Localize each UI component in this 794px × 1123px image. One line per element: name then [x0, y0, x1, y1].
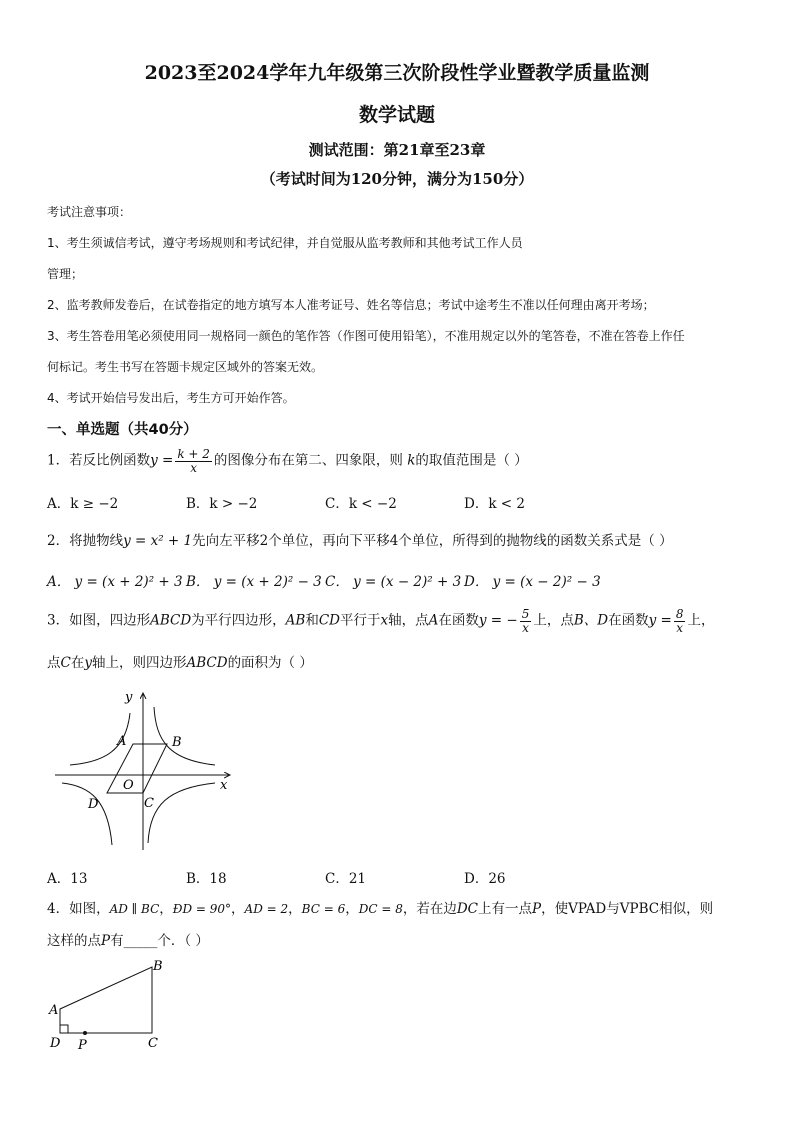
- q2-option-a: A． y = (x + 2)² + 3: [47, 574, 183, 590]
- q4-answer-blank[interactable]: _____: [123, 933, 158, 949]
- q4-cond-ad: AD = 2: [244, 902, 289, 916]
- q4-figure: [44, 955, 174, 1055]
- q4-text-c: 上有一点: [477, 901, 532, 917]
- q4-label-d: D: [50, 1036, 61, 1051]
- q3-option-a: A．13: [47, 871, 88, 887]
- q3-f2-num: 8: [675, 607, 684, 621]
- q3-text-e: 轴，点: [388, 612, 429, 629]
- q4-label-c: C: [148, 1036, 158, 1051]
- q1-option-b: B．k > −2: [186, 496, 258, 512]
- q4-cond-bc: BC = 6: [301, 902, 346, 916]
- q3-f1-lhs: y = −: [478, 612, 518, 629]
- note-3-line2: 何标记。考生书写在答题卡规定区域外的答案无效。: [47, 360, 324, 374]
- q3-cd: CD: [318, 612, 340, 629]
- q1-var: k: [407, 452, 416, 469]
- q1-frac-den: x: [190, 460, 198, 475]
- q3-option-c: C．21: [325, 871, 367, 887]
- notes-heading: 考试注意事项：: [47, 205, 132, 219]
- exam-time-note: （考试时间为120分钟，满分为150分）: [260, 170, 534, 188]
- q3-label-b: B: [172, 735, 182, 750]
- q4-p-2: P: [101, 933, 111, 949]
- q3-text-c: 和: [305, 612, 319, 629]
- q4-label-p: P: [78, 1038, 87, 1053]
- q4-label-a: A: [49, 1003, 59, 1018]
- q3-text-b: 为平行四边形，: [191, 612, 286, 629]
- q4-label-b: B: [153, 959, 163, 974]
- q3-curve-q3: [62, 783, 112, 845]
- q3-c: C: [60, 655, 71, 671]
- q3-text-g: 上，点: [533, 612, 574, 629]
- q4-cond-angle: ÐD = 90°: [172, 902, 232, 916]
- q4-cond-dc: DC = 8: [358, 902, 403, 916]
- exam-title: 2023至2024学年九年级第三次阶段性学业暨教学质量监测: [144, 62, 650, 84]
- question-4-line2: [47, 929, 209, 949]
- q1-option-a: A．k ≥ −2: [47, 496, 119, 512]
- note-3-line1: 3、考生答卷用笔必须使用同一规格同一颜色的笔作答（作图可使用铅笔），不准用规定以外的笔答卷，不准在答卷上作任: [47, 329, 685, 343]
- q3-f1-num: 5: [521, 607, 530, 621]
- q3-text-f: 在函数: [438, 612, 479, 629]
- q3-option-d: D．26: [464, 871, 506, 887]
- q4-sep-3: ，: [288, 901, 302, 917]
- q4-text-f: 有: [110, 933, 124, 949]
- note-2: 2、监考教师发卷后，在试卷指定的地方填写本人准考证号、姓名等信息；考试中途考生不准以任何理由离开考场；: [47, 298, 655, 312]
- q3-ab: AB: [285, 612, 306, 629]
- q1-suffix2: 的取值范围是（ ）: [415, 452, 528, 469]
- question-1: [47, 448, 528, 474]
- q3-bd: B、D: [573, 612, 609, 629]
- q4-text-b: ，若在边: [402, 901, 457, 917]
- q3-text-l: 轴上，则四边形: [91, 655, 187, 671]
- q3-text-d: 平行于: [340, 612, 381, 629]
- q4-p: P: [531, 901, 542, 917]
- question-2: [47, 529, 673, 549]
- exam-scope: 测试范围：第21章至23章: [308, 141, 486, 159]
- note-1-line2: 管理；: [47, 267, 84, 281]
- q3-label-y: y: [125, 690, 133, 705]
- q3-y: y: [84, 655, 92, 671]
- q4-text-g: 个．（ ）: [157, 933, 209, 949]
- q4-text-d: ，使VPAD与VPBC相似，则: [541, 901, 714, 917]
- q3-f1-fraction: [520, 608, 532, 634]
- q4-sep-1: ，: [159, 901, 173, 917]
- q3-abcd-2: ABCD: [186, 655, 228, 671]
- q3-text-m: 的面积为（ ）: [227, 655, 313, 671]
- q3-text-j: 点: [47, 655, 61, 671]
- section-title: 一、单选题（共40分）: [47, 422, 198, 438]
- q3-abcd: ABCD: [150, 612, 192, 629]
- q4-point-p: [83, 1031, 87, 1035]
- q2-suffix: 先向左平移2个单位，再向下平移4个单位，所得到的抛物线的函数关系式是（ ）: [192, 533, 673, 549]
- q3-label-d: D: [88, 797, 99, 812]
- question-4-line1: [47, 897, 713, 917]
- q4-right-angle-mark: [60, 1025, 68, 1033]
- q1-prefix: 1．若反比例函数: [47, 452, 151, 469]
- note-1-line1: 1、考生须诚信考试，遵守考场规则和考试纪律，并自觉服从监考教师和其他考试工作人员: [47, 236, 523, 250]
- q3-parallelogram: [107, 744, 167, 793]
- q3-text-h: 在函数: [608, 612, 649, 629]
- q4-sep-4: ，: [345, 901, 359, 917]
- q3-f2-den: x: [676, 620, 684, 635]
- q3-label-o: O: [123, 778, 134, 793]
- q1-suffix: 的图像分布在第二、四象限，则: [213, 452, 403, 469]
- q2-option-b: B． y = (x + 2)² − 3: [186, 574, 322, 590]
- q3-a: A: [428, 612, 439, 629]
- q3-label-a: A: [117, 734, 127, 749]
- q3-label-c: C: [144, 796, 154, 811]
- q2-expr: y = x² + 1: [123, 533, 193, 549]
- q3-f1-den: x: [522, 620, 529, 635]
- q2-option-d: D． y = (x − 2)² − 3: [464, 574, 601, 590]
- q1-frac-num: k + 2: [177, 447, 210, 461]
- q3-text-a: 3．如图，四边形: [47, 612, 151, 629]
- q3-option-b: B．18: [186, 871, 227, 887]
- q3-curve-q4: [148, 783, 215, 843]
- exam-subject: 数学试题: [358, 104, 435, 126]
- q1-option-d: D．k < 2: [464, 496, 525, 512]
- q3-text-k: 在: [70, 655, 85, 671]
- q3-f2-lhs: y =: [648, 612, 672, 629]
- q3-x: x: [380, 612, 389, 629]
- q3-figure: [50, 685, 240, 855]
- q2-prefix: 2．将抛物线: [47, 533, 124, 549]
- q4-sep-2: ，: [231, 901, 245, 917]
- q1-y-eq: y =: [150, 452, 174, 469]
- q3-text-i: 上，: [687, 612, 715, 629]
- q3-label-x: x: [220, 778, 228, 793]
- q4-text-e: 这样的点: [47, 933, 101, 949]
- q1-fraction: [175, 448, 212, 474]
- question-3-line2: [47, 651, 313, 671]
- q4-text-a: 4．如图，: [47, 901, 110, 917]
- q4-cond-parallel: AD ∥ BC: [109, 902, 160, 916]
- q3-curve-q1: [154, 707, 215, 765]
- q3-f2-fraction: [674, 608, 686, 634]
- note-4: 4、考试开始信号发出后，考生方可开始作答。: [47, 391, 295, 405]
- q1-option-c: C．k < −2: [325, 496, 397, 512]
- q4-dc: DC: [456, 901, 478, 917]
- question-3-line1: [47, 608, 714, 634]
- q2-option-c: C． y = (x − 2)² + 3: [325, 574, 462, 590]
- q4-trapezoid: [60, 967, 152, 1033]
